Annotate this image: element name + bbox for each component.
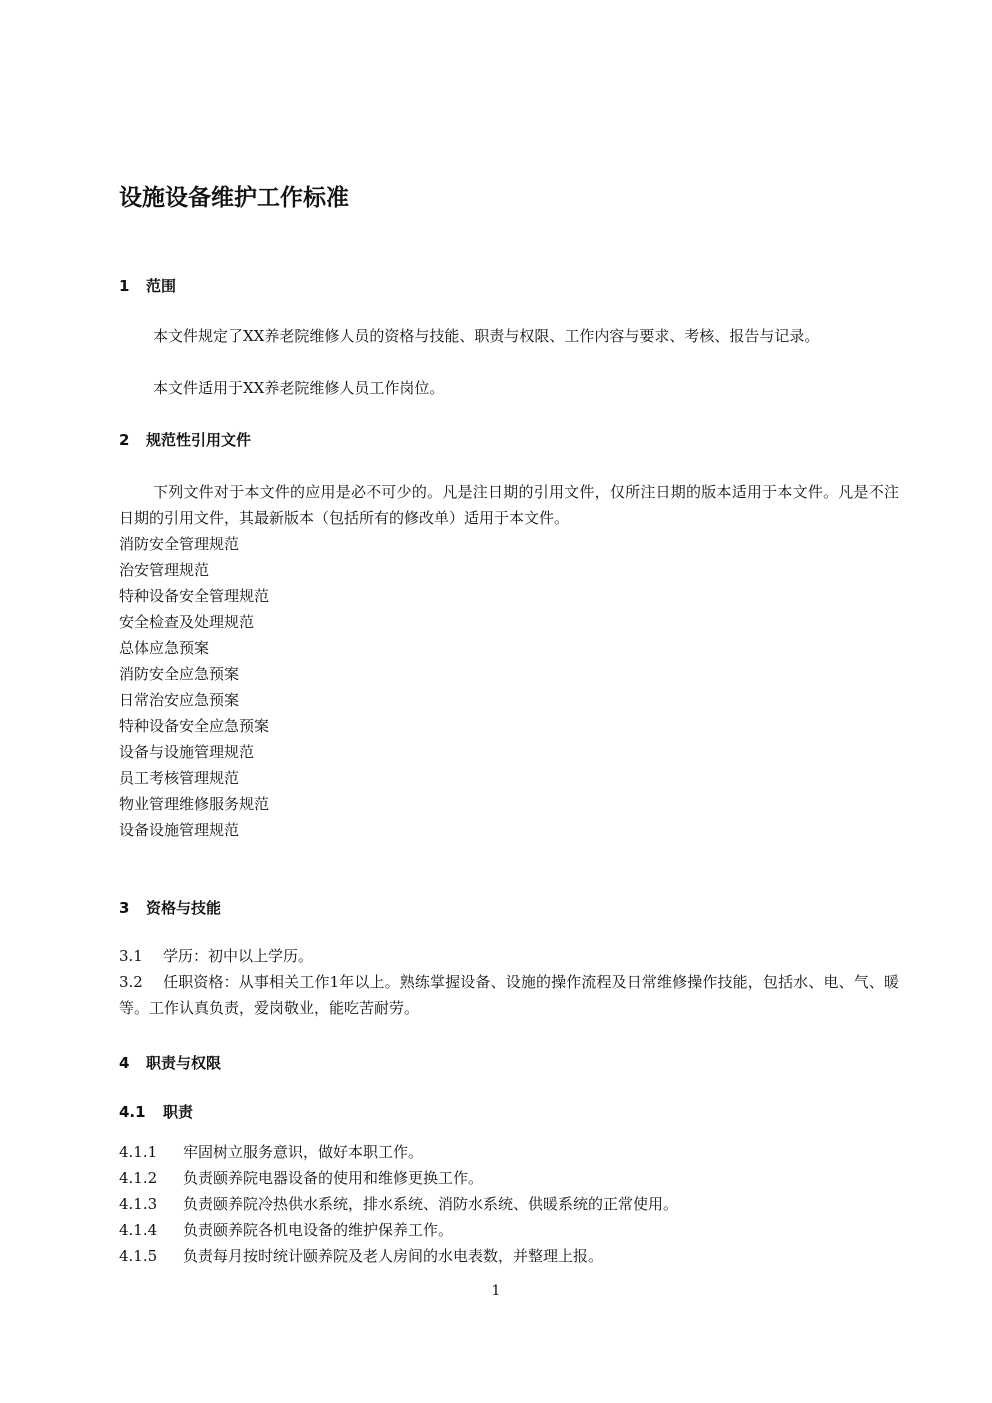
clause-text: 负责颐养院电器设备的使用和维修更换工作。 bbox=[183, 1169, 484, 1187]
clause-text: 牢固树立服务意识，做好本职工作。 bbox=[183, 1143, 424, 1161]
section-number: 4 bbox=[119, 1054, 130, 1072]
duty-item bbox=[119, 1165, 678, 1191]
reference-item: 物业管理维修服务规范 bbox=[119, 795, 270, 813]
subsection-4-1-heading bbox=[119, 1102, 193, 1122]
duty-item bbox=[119, 1191, 678, 1217]
reference-item: 日常治安应急预案 bbox=[119, 691, 240, 709]
reference-item: 总体应急预案 bbox=[119, 639, 210, 657]
clause-number: 4.1.2 bbox=[119, 1169, 158, 1187]
clause-number: 4.1.5 bbox=[119, 1247, 158, 1265]
section-4-heading bbox=[119, 1053, 221, 1073]
subsection-number: 4.1 bbox=[119, 1103, 146, 1121]
section-number: 2 bbox=[119, 431, 130, 449]
section-title: 规范性引用文件 bbox=[146, 431, 252, 449]
clause-number: 4.1.1 bbox=[119, 1143, 158, 1161]
section-number: 1 bbox=[119, 277, 130, 295]
duty-item bbox=[119, 1243, 678, 1269]
subsection-title: 职责 bbox=[163, 1103, 194, 1121]
section-1-heading bbox=[119, 276, 176, 296]
clause-number: 4.1.3 bbox=[119, 1195, 158, 1213]
section-2-paragraph-1: 下列文件对于本文件的应用是必不可少的。凡是注日期的引用文件，仅所注日期的版本适用于本文件。凡是不注日期的引用文件，其最新版本（包括所有的修改单）适用于本文件。 bbox=[119, 483, 899, 527]
reference-item: 员工考核管理规范 bbox=[119, 769, 240, 787]
reference-item: 设备与设施管理规范 bbox=[119, 743, 255, 761]
section-3-heading bbox=[119, 898, 221, 918]
reference-item: 消防安全管理规范 bbox=[119, 535, 240, 553]
section-number: 3 bbox=[119, 899, 130, 917]
reference-item: 设备设施管理规范 bbox=[119, 821, 240, 839]
reference-item: 特种设备安全应急预案 bbox=[119, 717, 270, 735]
clause-text: 任职资格：从事相关工作1年以上。熟练掌握设备、设施的操作流程及日常维修操作技能，包括水、电、气、暖等。工作认真负责，爱岗敬业，能吃苦耐劳。 bbox=[119, 973, 899, 1017]
reference-item: 安全检查及处理规范 bbox=[119, 613, 255, 631]
clause-number: 3.2 bbox=[119, 973, 143, 991]
clause-number: 4.1.4 bbox=[119, 1221, 158, 1239]
page-number: 1 bbox=[491, 1283, 501, 1299]
section-1-paragraph-2: 本文件适用于XX养老院维修人员工作岗位。 bbox=[153, 379, 445, 397]
clause-text: 负责颐养院冷热供水系统，排水系统、消防水系统、供暖系统的正常使用。 bbox=[183, 1195, 679, 1213]
clause-text: 负责每月按时统计颐养院及老人房间的水电表数，并整理上报。 bbox=[183, 1247, 604, 1265]
section-title: 职责与权限 bbox=[146, 1054, 222, 1072]
clause-3-2 bbox=[119, 969, 899, 1021]
reference-item: 消防安全应急预案 bbox=[119, 665, 240, 683]
duty-item bbox=[119, 1139, 678, 1165]
reference-list bbox=[119, 531, 269, 843]
duty-list bbox=[119, 1139, 678, 1269]
section-1-paragraph-1: 本文件规定了XX养老院维修人员的资格与技能、职责与权限、工作内容与要求、考核、报告与记录。 bbox=[153, 327, 820, 345]
clause-text: 学历：初中以上学历。 bbox=[163, 947, 314, 965]
clause-text: 负责颐养院各机电设备的维护保养工作。 bbox=[183, 1221, 454, 1239]
reference-item: 特种设备安全管理规范 bbox=[119, 587, 270, 605]
section-2-heading bbox=[119, 430, 251, 450]
clause-number: 3.1 bbox=[119, 947, 143, 965]
section-title: 范围 bbox=[146, 277, 177, 295]
document-title: 设施设备维护工作标准 bbox=[119, 185, 349, 211]
clause-3-1 bbox=[119, 943, 899, 969]
reference-item: 治安管理规范 bbox=[119, 561, 210, 579]
section-title: 资格与技能 bbox=[146, 899, 222, 917]
duty-item bbox=[119, 1217, 678, 1243]
